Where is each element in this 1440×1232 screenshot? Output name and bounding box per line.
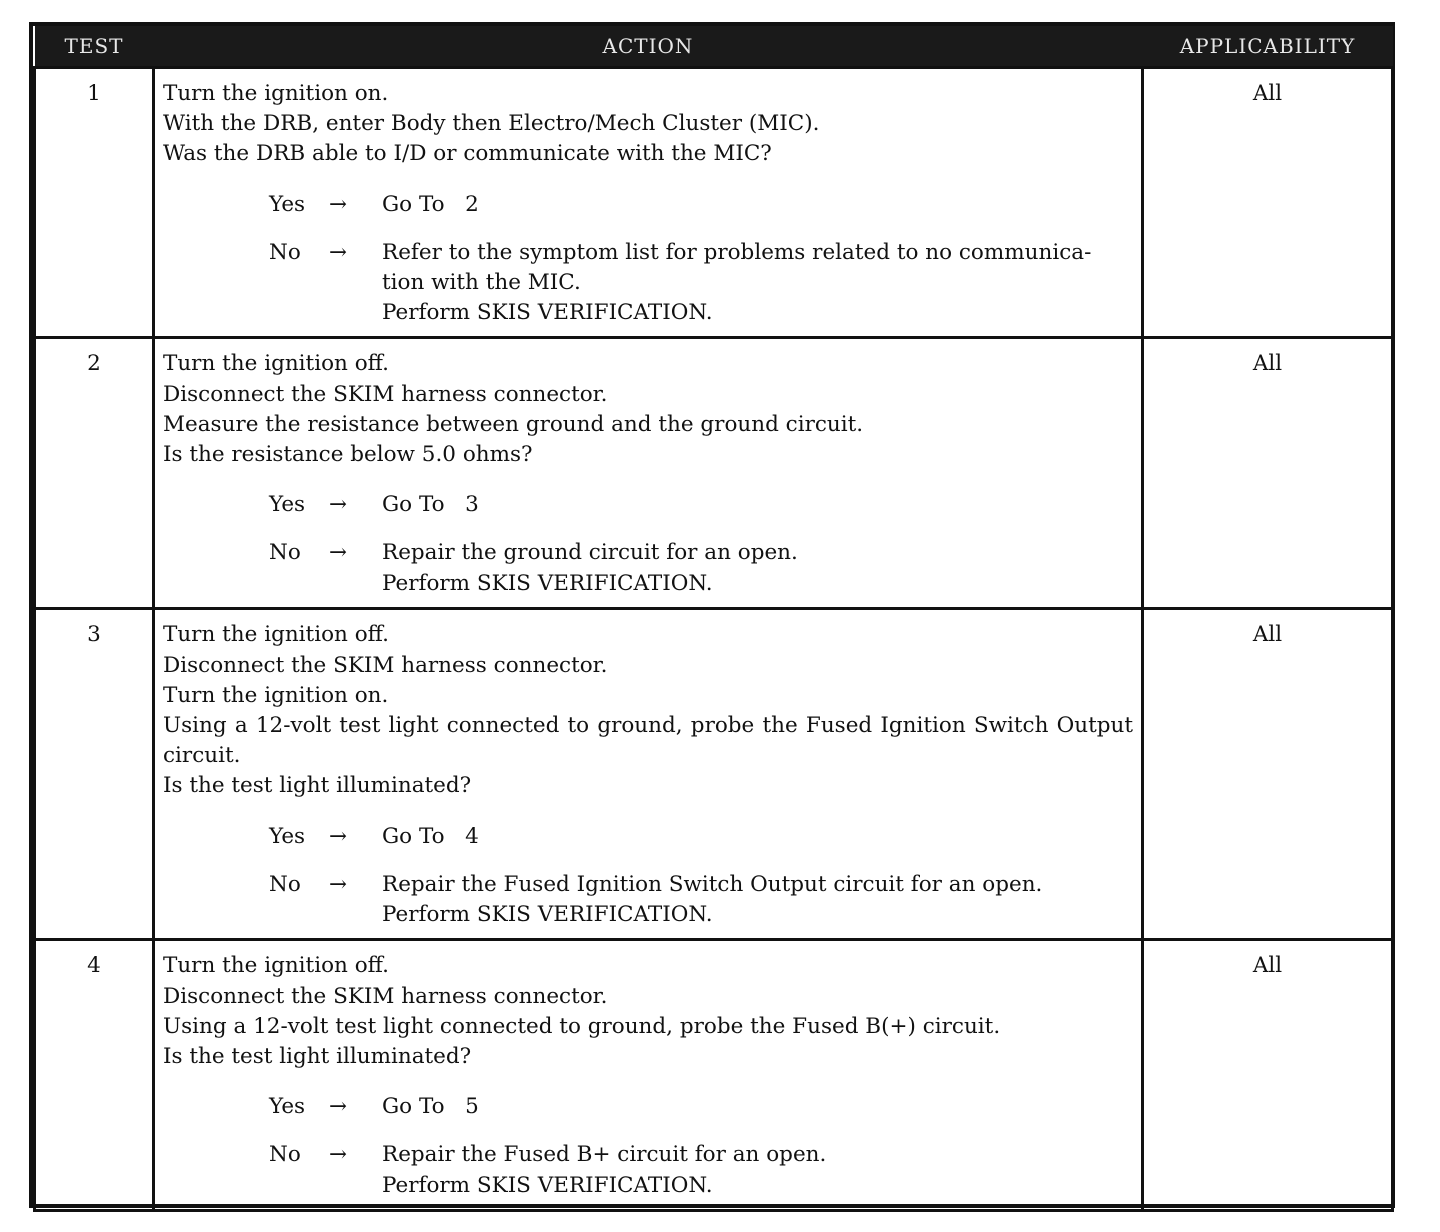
arrow-icon: → <box>329 1094 348 1120</box>
action-step: Is the test light illuminated? <box>163 773 472 799</box>
action-step: Is the resistance below 5.0 ohms? <box>163 442 533 468</box>
no-branch <box>269 870 1133 930</box>
no-label: No <box>269 871 301 897</box>
no-branch <box>269 538 1133 598</box>
no-result-line: Perform SKIS VERIFICATION. <box>382 570 713 596</box>
action-step: Turn the ignition off. <box>163 351 389 377</box>
test-number: 1 <box>35 68 154 338</box>
yes-label: Yes <box>269 1094 306 1120</box>
action-step: Disconnect the SKIM harness connector. <box>163 652 608 678</box>
no-result-line: Refer to the symptom list for problems related to no communica- <box>382 239 1092 265</box>
applicability-cell: All <box>1143 68 1393 338</box>
applicability-cell: All <box>1143 609 1393 940</box>
test-number: 3 <box>35 609 154 940</box>
yes-label: Yes <box>269 191 306 217</box>
action-cell <box>154 940 1143 1210</box>
table-row <box>35 940 1393 1210</box>
applicability-cell: All <box>1143 940 1393 1210</box>
no-branch <box>269 238 1133 329</box>
yes-branch <box>269 1092 1133 1122</box>
yes-label: Yes <box>269 823 306 849</box>
action-step: Turn the ignition off. <box>163 953 389 979</box>
arrow-icon: → <box>329 492 348 518</box>
table-row <box>35 68 1393 338</box>
action-cell <box>154 338 1143 609</box>
no-result-line: Perform SKIS VERIFICATION. <box>382 902 713 928</box>
action-step: Disconnect the SKIM harness connector. <box>163 983 608 1009</box>
no-result-line: Perform SKIS VERIFICATION. <box>382 1172 713 1198</box>
action-step: Was the DRB able to I/D or communicate with the MIC? <box>163 141 772 167</box>
table-row <box>35 338 1393 609</box>
no-result-line: tion with the MIC. <box>382 270 581 296</box>
test-table <box>33 26 1394 1212</box>
yes-label: Yes <box>269 492 306 518</box>
arrow-icon: → <box>329 871 348 897</box>
action-step: Turn the ignition on. <box>163 81 389 106</box>
no-result-line: Repair the ground circuit for an open. <box>382 540 798 566</box>
action-step: Using a 12-volt test light connected to ground, probe the Fused B(+) circuit. <box>163 1013 1001 1039</box>
arrow-icon: → <box>329 540 348 566</box>
action-step: Measure the resistance between ground and the ground circuit. <box>163 411 864 437</box>
yes-branch <box>269 822 1133 852</box>
action-step: Turn the ignition off. <box>163 622 389 648</box>
no-label: No <box>269 540 301 566</box>
action-step: With the DRB, enter Body then Electro/Mech Cluster (MIC). <box>163 111 820 137</box>
yes-branch <box>269 190 1133 220</box>
header-action: ACTION <box>154 26 1143 68</box>
applicability-cell: All <box>1143 338 1393 609</box>
arrow-icon: → <box>329 823 348 849</box>
arrow-icon: → <box>329 1142 348 1168</box>
no-label: No <box>269 239 301 265</box>
action-step: Turn the ignition on. <box>163 682 389 708</box>
yes-branch <box>269 490 1133 520</box>
test-number: 4 <box>35 940 154 1210</box>
yes-result: Go To 4 <box>382 823 479 849</box>
no-result-line: Repair the Fused Ignition Switch Output circuit for an open. <box>382 871 1043 897</box>
yes-result: Go To 3 <box>382 492 479 518</box>
header-applicability: APPLICABILITY <box>1143 26 1393 68</box>
no-result-line: Perform SKIS VERIFICATION. <box>382 300 713 326</box>
yes-result: Go To 2 <box>382 191 479 217</box>
arrow-icon: → <box>329 239 348 265</box>
no-result-line: Repair the Fused B+ circuit for an open. <box>382 1142 827 1168</box>
table-row <box>35 609 1393 940</box>
arrow-icon: → <box>329 191 348 217</box>
header-test: TEST <box>35 26 154 68</box>
action-step: Using a 12-volt test light connected to ground, probe the Fused Ignition Switch Output circuit. <box>163 713 1133 769</box>
action-cell <box>154 68 1143 338</box>
no-branch <box>269 1140 1133 1200</box>
diagnostic-test-table <box>29 22 1395 1208</box>
header-row <box>35 26 1393 68</box>
no-label: No <box>269 1142 301 1168</box>
action-step: Disconnect the SKIM harness connector. <box>163 381 608 407</box>
action-cell <box>154 609 1143 940</box>
action-step: Is the test light illuminated? <box>163 1044 472 1070</box>
test-number: 2 <box>35 338 154 609</box>
yes-result: Go To 5 <box>382 1094 479 1120</box>
